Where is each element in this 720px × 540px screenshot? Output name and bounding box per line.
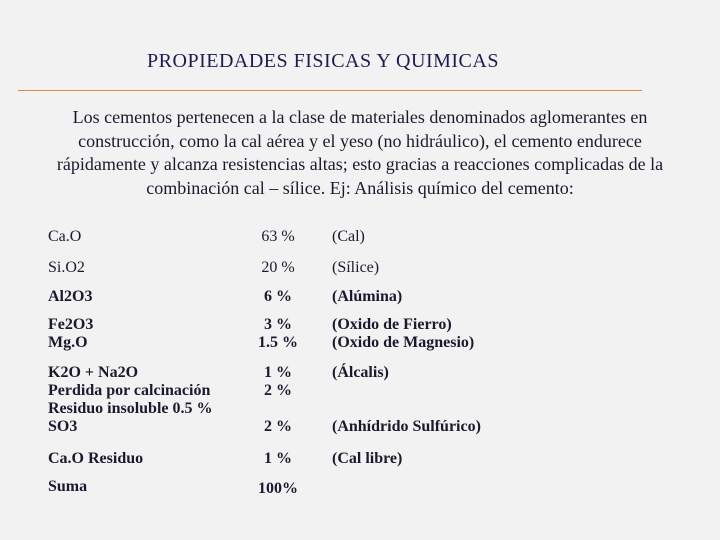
total-percent: 100% xyxy=(258,480,298,497)
component-percent: 1 % xyxy=(264,450,292,467)
component-name: Suma xyxy=(48,478,88,495)
component-description: (Sílice) xyxy=(332,259,380,276)
slide-title: PROPIEDADES FISICAS Y QUIMICAS xyxy=(147,50,499,72)
component-name: Ca.O xyxy=(48,228,82,245)
title-divider xyxy=(18,90,642,91)
component-percent: 1 % 2 % 2 % xyxy=(264,364,292,435)
component-name: Ca.O Residuo xyxy=(48,450,144,467)
component-name: K2O + Na2O Perdida por calcinación Residuo insoluble 0.5 % SO3 xyxy=(48,364,213,435)
component-percent: 63 % xyxy=(261,228,295,245)
component-name: Al2O3 xyxy=(48,288,93,305)
component-description: (Álcalis) (Anhídrido Sulfúrico) xyxy=(332,364,481,435)
component-percent: 3 % 1.5 % xyxy=(258,316,298,351)
component-name: Fe2O3 Mg.O xyxy=(48,316,94,351)
component-percent: 20 % xyxy=(261,259,295,276)
component-description: (Cal libre) xyxy=(332,450,403,467)
intro-paragraph: Los cementos pertenecen a la clase de materiales denominados aglomerantes en construcción, como la cal aérea y el yeso (no hidráulico), el cemento endurece rápidamente y alcanza resistencias altas; esto gracias a reacciones complicadas de la combinación cal – sílice. Ej: Análisis químico del cemento: xyxy=(56,107,664,198)
component-name: Si.O2 xyxy=(48,259,85,276)
component-description: (Alúmina) xyxy=(332,288,403,305)
component-percent: 6 % xyxy=(264,288,292,305)
component-description: (Cal) xyxy=(332,228,365,245)
component-description: (Oxido de Fierro) (Oxido de Magnesio) xyxy=(332,316,475,351)
